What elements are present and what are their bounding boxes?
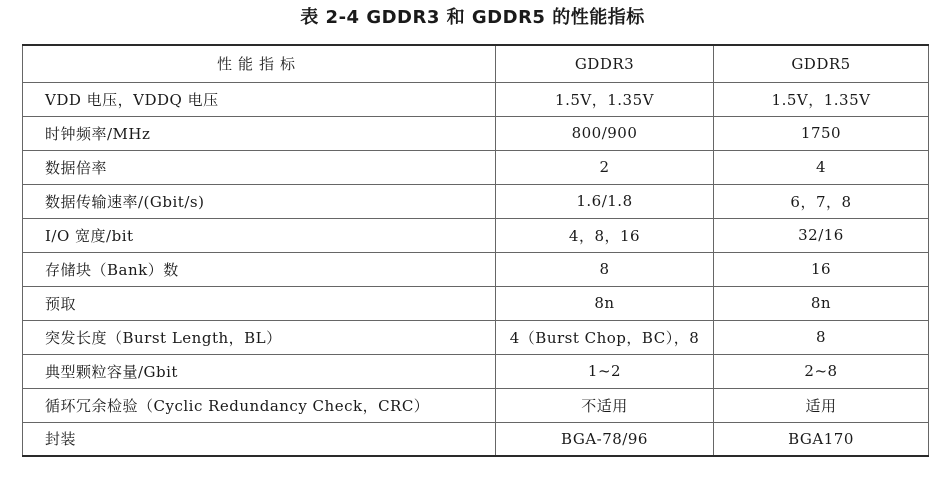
header-gddr3: GDDR3 [496,45,714,82]
gddr5-value: 2~8 [714,354,929,388]
gddr3-value: 8n [496,286,714,320]
gddr3-value: 800/900 [496,116,714,150]
metric-cell: 突发长度（Burst Length，BL） [23,320,496,354]
metric-cell: 时钟频率/MHz [23,116,496,150]
table-row [23,184,929,218]
table-row [23,218,929,252]
gddr3-value: 4，8，16 [496,218,714,252]
table-header-row [23,45,929,82]
gddr5-value: 6，7，8 [714,184,929,218]
metric-cell: 典型颗粒容量/Gbit [23,354,496,388]
table-row [23,252,929,286]
gddr5-value: 1750 [714,116,929,150]
metric-cell: 循环冗余检验（Cyclic Redundancy Check，CRC） [23,388,496,422]
gddr3-value: BGA-78/96 [496,422,714,456]
metric-cell: I/O 宽度/bit [23,218,496,252]
gddr5-value: 8n [714,286,929,320]
table-row [23,422,929,456]
gddr5-value: 16 [714,252,929,286]
header-metric: 性能指标 [23,45,496,82]
gddr5-value: 适用 [714,388,929,422]
table-row [23,116,929,150]
gddr3-value: 2 [496,150,714,184]
metric-cell: 预取 [23,286,496,320]
header-gddr5: GDDR5 [714,45,929,82]
gddr5-value: 1.5V，1.35V [714,82,929,116]
table-caption: 表 2-4 GDDR3 和 GDDR5 的性能指标 [300,7,645,28]
gddr3-value: 1.5V，1.35V [496,82,714,116]
metric-cell: 数据倍率 [23,150,496,184]
gddr5-value: 4 [714,150,929,184]
table-row [23,388,929,422]
gddr3-value: 1.6/1.8 [496,184,714,218]
gddr3-value: 不适用 [496,388,714,422]
table-row [23,286,929,320]
gddr5-value: BGA170 [714,422,929,456]
gddr3-value: 1~2 [496,354,714,388]
gddr5-value: 8 [714,320,929,354]
gddr-spec-table [22,44,929,457]
gddr5-value: 32/16 [714,218,929,252]
metric-cell: 存储块（Bank）数 [23,252,496,286]
gddr3-value: 4（Burst Chop，BC），8 [496,320,714,354]
table-row [23,150,929,184]
table-row [23,320,929,354]
metric-cell: 封装 [23,422,496,456]
gddr3-value: 8 [496,252,714,286]
table-row [23,354,929,388]
table-row [23,82,929,116]
metric-cell: VDD 电压，VDDQ 电压 [23,82,496,116]
metric-cell: 数据传输速率/(Gbit/s) [23,184,496,218]
